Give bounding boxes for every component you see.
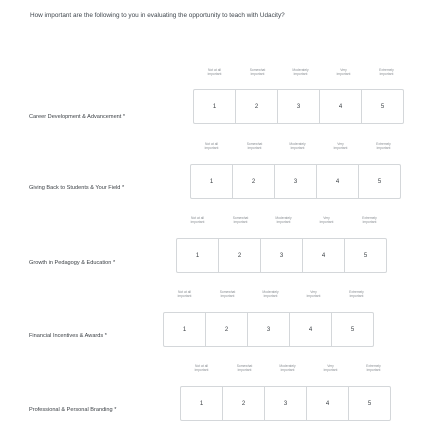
header-extremely-important: Extremely important: [362, 216, 377, 224]
rating-option-5[interactable]: 5: [344, 238, 387, 273]
scale-headers: [176, 216, 391, 224]
rating-option-4[interactable]: 4: [306, 386, 349, 421]
scale-headers: [190, 142, 405, 150]
header-not-at-all-important: Not at all important: [207, 68, 222, 76]
scale-headers: [193, 68, 408, 76]
rating-option-3[interactable]: 3: [274, 164, 317, 199]
row-label: Financial Incentives & Awards *: [29, 333, 107, 339]
rating-option-4[interactable]: 4: [302, 238, 345, 273]
rating-option-3[interactable]: 3: [247, 312, 290, 347]
rating-option-5[interactable]: 5: [331, 312, 374, 347]
header-somewhat-important: Somewhat important: [232, 216, 249, 224]
question-text: How important are the following to you in evaluating the opportunity to teach with Udacity?: [30, 12, 285, 19]
rating-row-growth-pedagogy: [0, 216, 439, 290]
rating-option-1[interactable]: 1: [190, 164, 233, 199]
rating-option-3[interactable]: 3: [277, 89, 320, 124]
rating-option-1[interactable]: 1: [180, 386, 223, 421]
header-somewhat-important: Somewhat important: [236, 364, 253, 372]
rating-scale: [190, 164, 401, 199]
row-label: Career Development & Advancement *: [29, 114, 126, 120]
rating-option-1[interactable]: 1: [176, 238, 219, 273]
scale-headers: [180, 364, 395, 372]
header-somewhat-important: Somewhat important: [246, 142, 263, 150]
rating-scale: [176, 238, 387, 273]
header-extremely-important: Extremely important: [366, 364, 381, 372]
header-very-important: Very important: [323, 364, 338, 372]
header-extremely-important: Extremely important: [349, 290, 364, 298]
rating-option-2[interactable]: 2: [232, 164, 275, 199]
rating-row-professional-branding: [0, 364, 439, 438]
rating-option-3[interactable]: 3: [264, 386, 307, 421]
scale-headers: [163, 290, 378, 298]
rating-option-2[interactable]: 2: [235, 89, 278, 124]
rating-option-3[interactable]: 3: [260, 238, 303, 273]
rating-row-career-development: [0, 68, 439, 142]
rating-option-1[interactable]: 1: [193, 89, 236, 124]
rating-option-5[interactable]: 5: [361, 89, 404, 124]
rating-row-financial-incentives: [0, 290, 439, 364]
header-moderately-important: Moderately important: [279, 364, 296, 372]
header-very-important: Very important: [319, 216, 334, 224]
header-moderately-important: Moderately important: [262, 290, 279, 298]
rating-scale: [163, 312, 374, 347]
rating-option-1[interactable]: 1: [163, 312, 206, 347]
header-extremely-important: Extremely important: [379, 68, 394, 76]
rating-scale: [180, 386, 391, 421]
header-moderately-important: Moderately important: [292, 68, 309, 76]
header-very-important: Very important: [333, 142, 348, 150]
header-somewhat-important: Somewhat important: [249, 68, 266, 76]
rating-option-2[interactable]: 2: [218, 238, 261, 273]
rating-option-2[interactable]: 2: [205, 312, 248, 347]
rating-option-2[interactable]: 2: [222, 386, 265, 421]
header-not-at-all-important: Not at all important: [194, 364, 209, 372]
header-moderately-important: Moderately important: [275, 216, 292, 224]
rating-option-5[interactable]: 5: [358, 164, 401, 199]
rating-row-giving-back: [0, 142, 439, 216]
header-not-at-all-important: Not at all important: [204, 142, 219, 150]
header-not-at-all-important: Not at all important: [177, 290, 192, 298]
row-label: Growth in Pedagogy & Education *: [29, 260, 116, 266]
rating-option-4[interactable]: 4: [289, 312, 332, 347]
rating-option-4[interactable]: 4: [316, 164, 359, 199]
header-not-at-all-important: Not at all important: [190, 216, 205, 224]
rating-scale: [193, 89, 404, 124]
row-label: Professional & Personal Branding *: [29, 407, 117, 413]
header-very-important: Very important: [306, 290, 321, 298]
row-label: Giving Back to Students & Your Field *: [29, 185, 125, 191]
header-moderately-important: Moderately important: [289, 142, 306, 150]
header-very-important: Very important: [336, 68, 351, 76]
header-extremely-important: Extremely important: [376, 142, 391, 150]
rating-option-4[interactable]: 4: [319, 89, 362, 124]
header-somewhat-important: Somewhat important: [219, 290, 236, 298]
rating-option-5[interactable]: 5: [348, 386, 391, 421]
